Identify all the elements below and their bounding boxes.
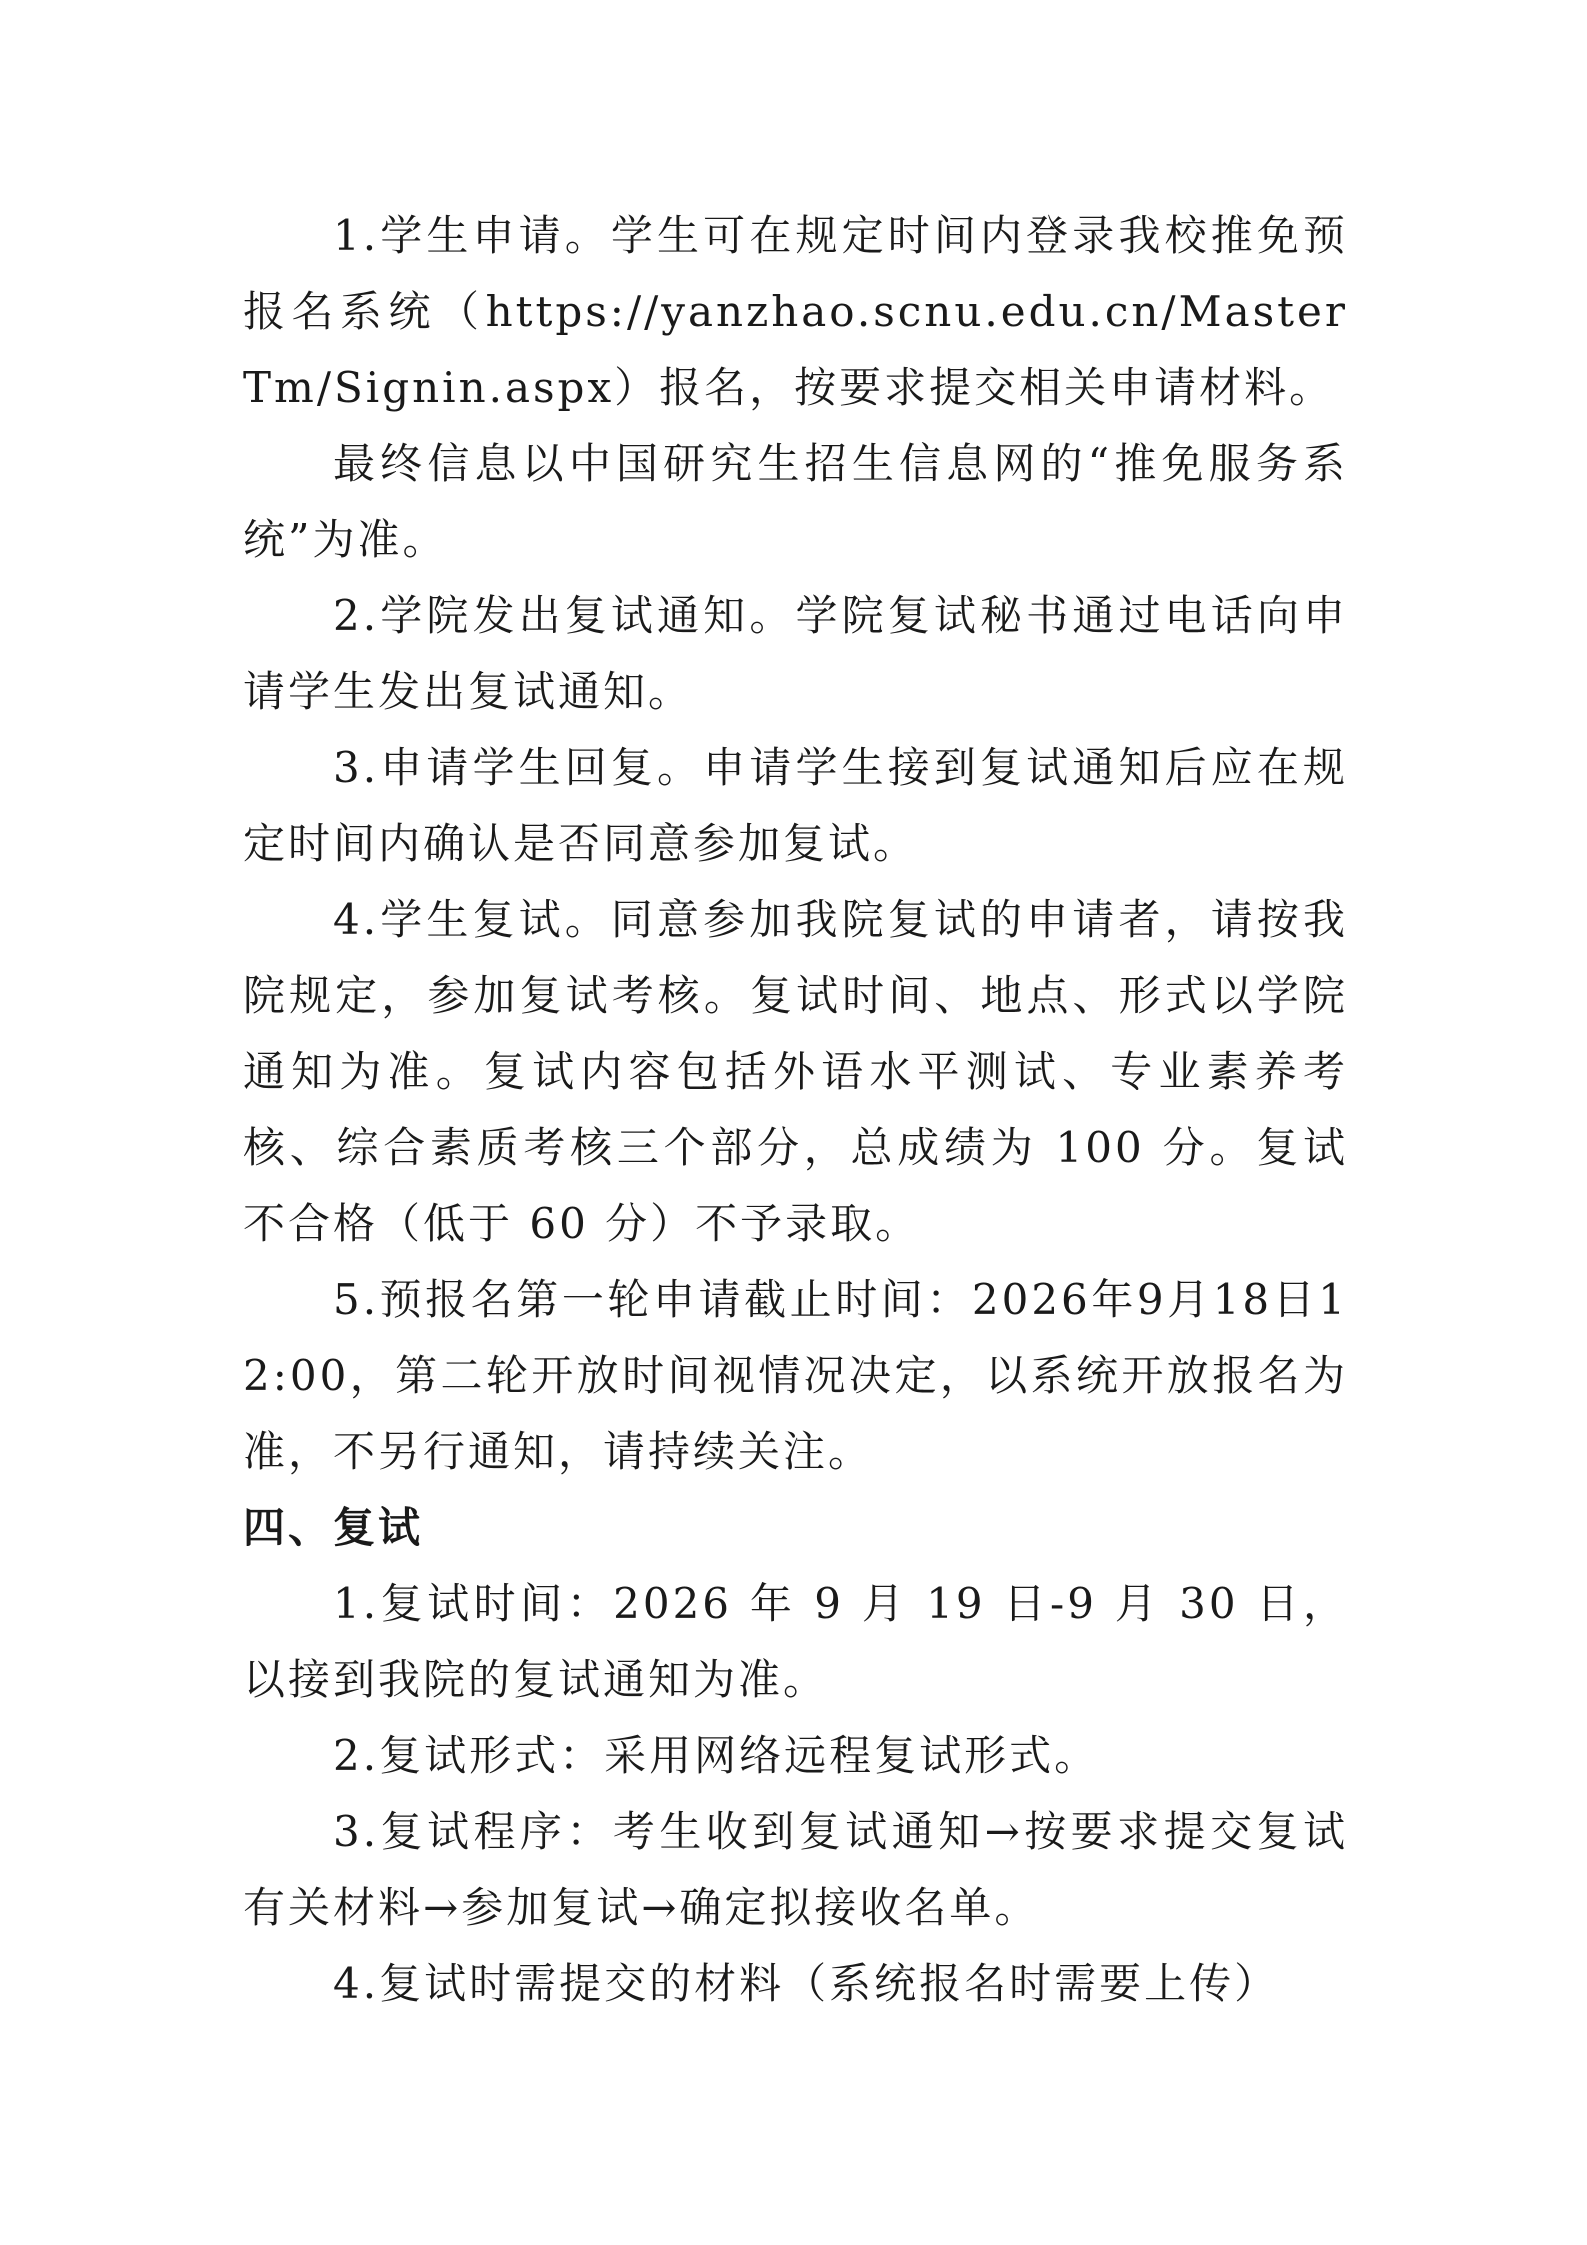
paragraph-retest-procedure: 3.复试程序：考生收到复试通知→按要求提交复试有关材料→参加复试→确定拟接收名单。 [243,1807,1348,1932]
paragraph-deadline: 5.预报名第一轮申请截止时间：2026年9月18日12:00，第二轮开放时间视情况决定，以系统开放报名为准，不另行通知，请持续关注。 [243,1275,1348,1476]
section-heading-retest: 四、复试 [243,1503,424,1552]
paragraph-retest-materials: 4.复试时需提交的材料（系统报名时需要上传） [333,1959,1280,2008]
paragraph-student-application: 1.学生申请。学生可在规定时间内登录我校推免预报名系统（https://yanzhao.scnu.edu.cn/MasterTm/Signin.aspx）报名，按要求提交相关申请材料。 [243,211,1348,412]
paragraph-student-retest: 4.学生复试。同意参加我院复试的申请者，请按我院规定，参加复试考核。复试时间、地点、形式以学院通知为准。复试内容包括外语水平测试、专业素养考核、综合素质考核三个部分，总成绩为 100 分。复试不合格（低于 60 分）不予录取。 [243,895,1348,1248]
paragraph-final-info-note: 最终信息以中国研究生招生信息网的“推免服务系统”为准。 [243,439,1348,564]
paragraph-retest-time: 1.复试时间：2026 年 9 月 19 日-9 月 30 日，以接到我院的复试通知为准。 [243,1579,1348,1704]
paragraph-retest-format: 2.复试形式：采用网络远程复试形式。 [333,1731,1100,1780]
document-body [243,198,1348,2022]
paragraph-student-reply: 3.申请学生回复。申请学生接到复试通知后应在规定时间内确认是否同意参加复试。 [243,743,1348,868]
paragraph-retest-notice: 2.学院发出复试通知。学院复试秘书通过电话向申请学生发出复试通知。 [243,591,1348,716]
